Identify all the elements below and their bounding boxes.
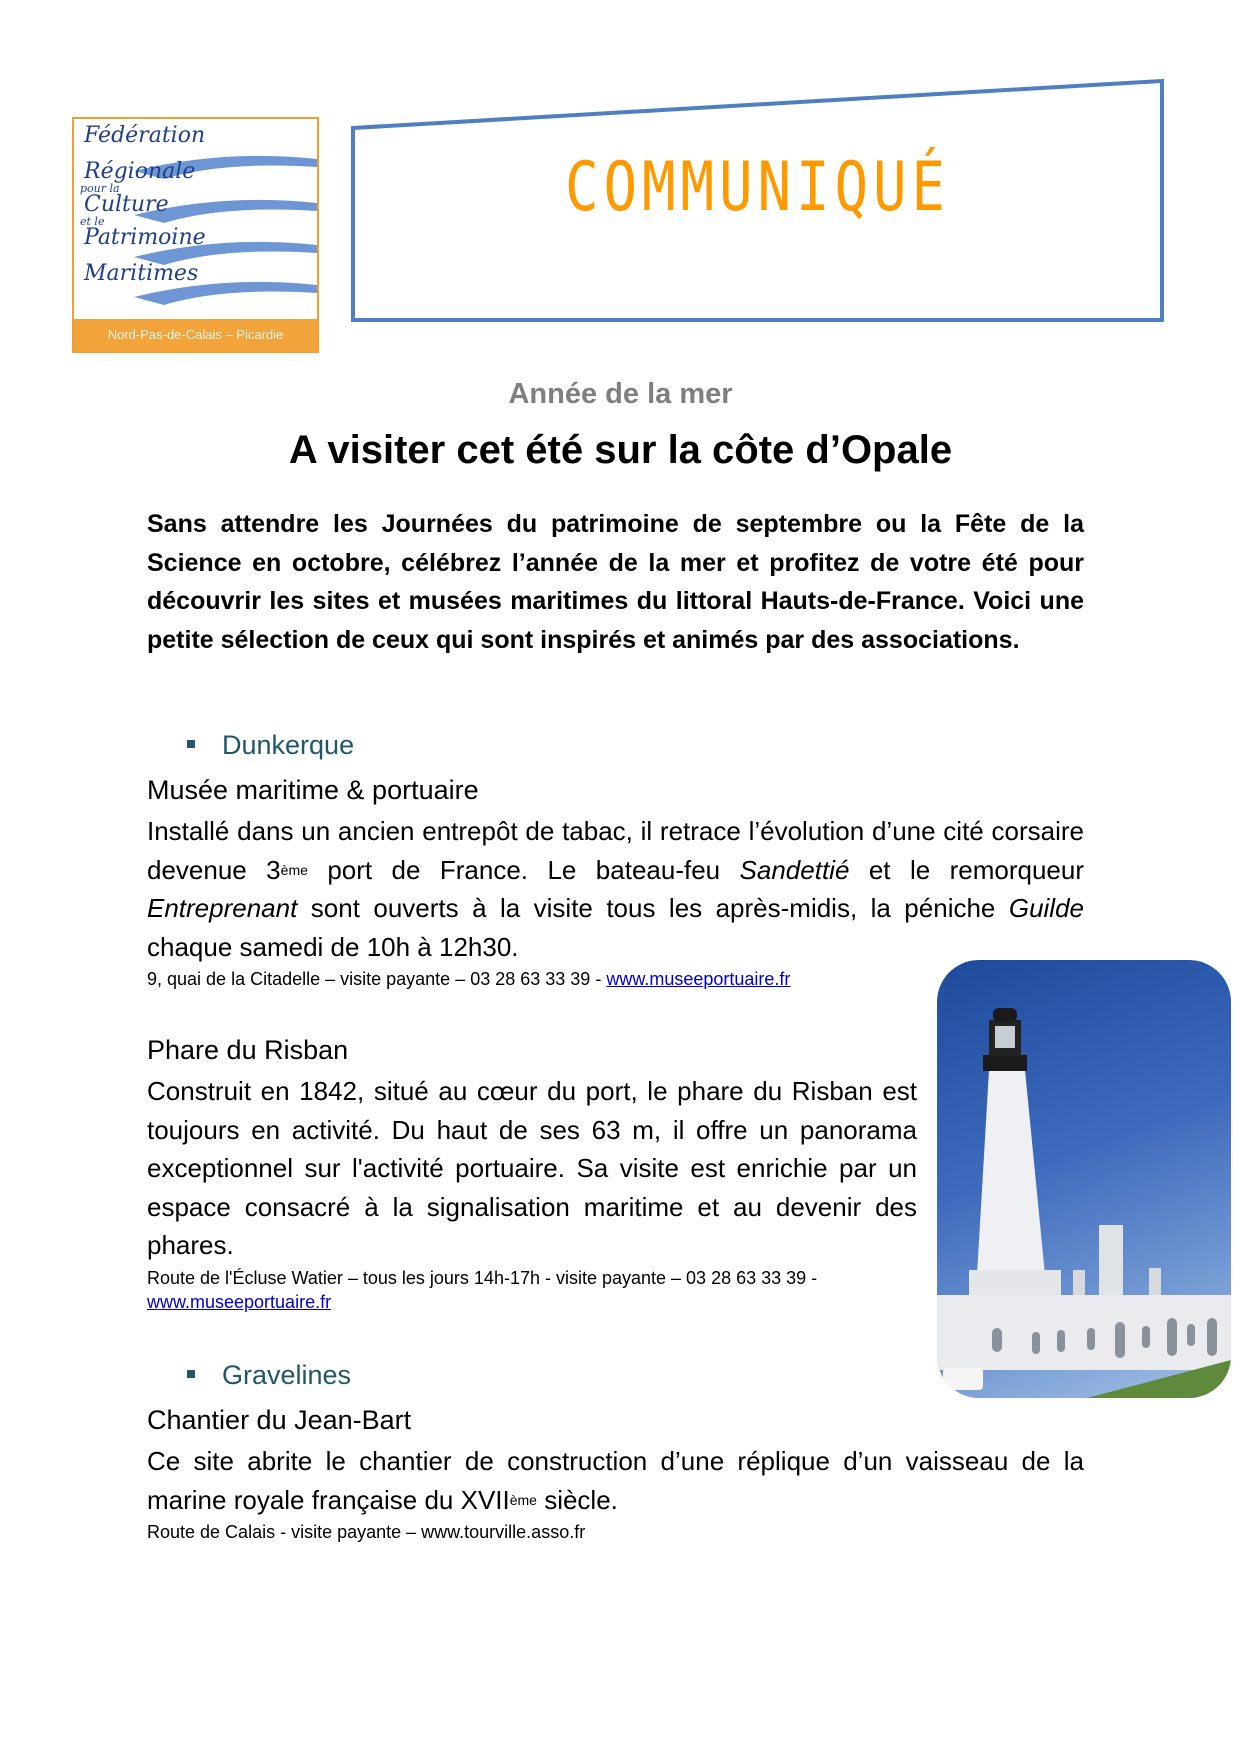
site-title: Musée maritime & portuaire — [147, 775, 479, 805]
logo-small-2: et le — [80, 215, 105, 228]
federation-logo — [72, 117, 319, 353]
site-description: Ce site abrite le chantier de construction d’une réplique d’un vaisseau de la marine royale française du XVIIème siècle. — [147, 1446, 1084, 1515]
site-address: Route de Calais - visite payante – www.tourville.asso.fr — [147, 1522, 586, 1542]
site-address: Route de l'Écluse Watier – tous les jours 14h-17h - visite payante – 03 28 63 33 39 - www.museeportuaire.fr — [147, 1268, 818, 1312]
lighthouse-photo — [937, 960, 1231, 1398]
site-description: Installé dans un ancien entrepôt de tabac, il retrace l’évolution d’une cité corsaire devenue 3ème port de France. Le bateau-feu Sandettié et le remorqueur Entreprenant sont ouverts à la visite tous les après-midis, la péniche Guilde chaque samedi de 10h à 12h30. — [147, 816, 1085, 962]
logo-line-2: Régionale — [84, 159, 196, 184]
logo-line-5: Maritimes — [84, 261, 199, 286]
city-heading-dunkerque: Dunkerque — [187, 730, 354, 761]
bullet-icon — [187, 1370, 195, 1378]
site-description: Construit en 1842, situé au cœur du port, le phare du Risban est toujours en activité. Du haut de ses 63 m, il offre un panorama exceptionnel sur l'activité portuaire. Sa visite est enrichie par un espace consacré à la signalisation maritime et au devenir des phares. — [147, 1076, 917, 1260]
page-subtitle: Année de la mer — [508, 378, 733, 410]
logo-line-4: Patrimoine — [84, 225, 206, 250]
logo-region-band: Nord-Pas-de-Calais – Picardie — [74, 319, 317, 351]
logo-small-1: pour la — [80, 182, 120, 195]
site-title: Phare du Risban — [147, 1035, 349, 1065]
intro-paragraph: Sans attendre les Journées du patrimoine de septembre ou la Fête de la Science en octobre, célébrez l’année de la mer et profitez de votre été pour découvrir les sites et musées maritimes du littoral Hauts-de-France. Voici une petite sélection de ceux qui sont inspirés et animés par des associations. — [147, 510, 1084, 654]
bullet-icon — [187, 740, 195, 748]
website-link[interactable]: www.museeportuaire.fr — [147, 1292, 332, 1312]
lighthouse-icon — [937, 960, 1231, 1398]
logo-line-3: Culture — [84, 192, 169, 217]
site-address: 9, quai de la Citadelle – visite payante – 03 28 63 33 39 - www.museeportuaire.fr — [147, 969, 791, 989]
website-link[interactable]: www.museeportuaire.fr — [606, 969, 791, 989]
communique-banner — [350, 78, 1165, 323]
site-title: Chantier du Jean-Bart — [147, 1405, 412, 1435]
city-heading-gravelines: Gravelines — [187, 1360, 351, 1391]
logo-line-1: Fédération — [84, 123, 206, 148]
page-title: A visiter cet été sur la côte d’Opale — [288, 428, 953, 472]
banner-title: COMMUNIQUÉ — [565, 148, 950, 227]
